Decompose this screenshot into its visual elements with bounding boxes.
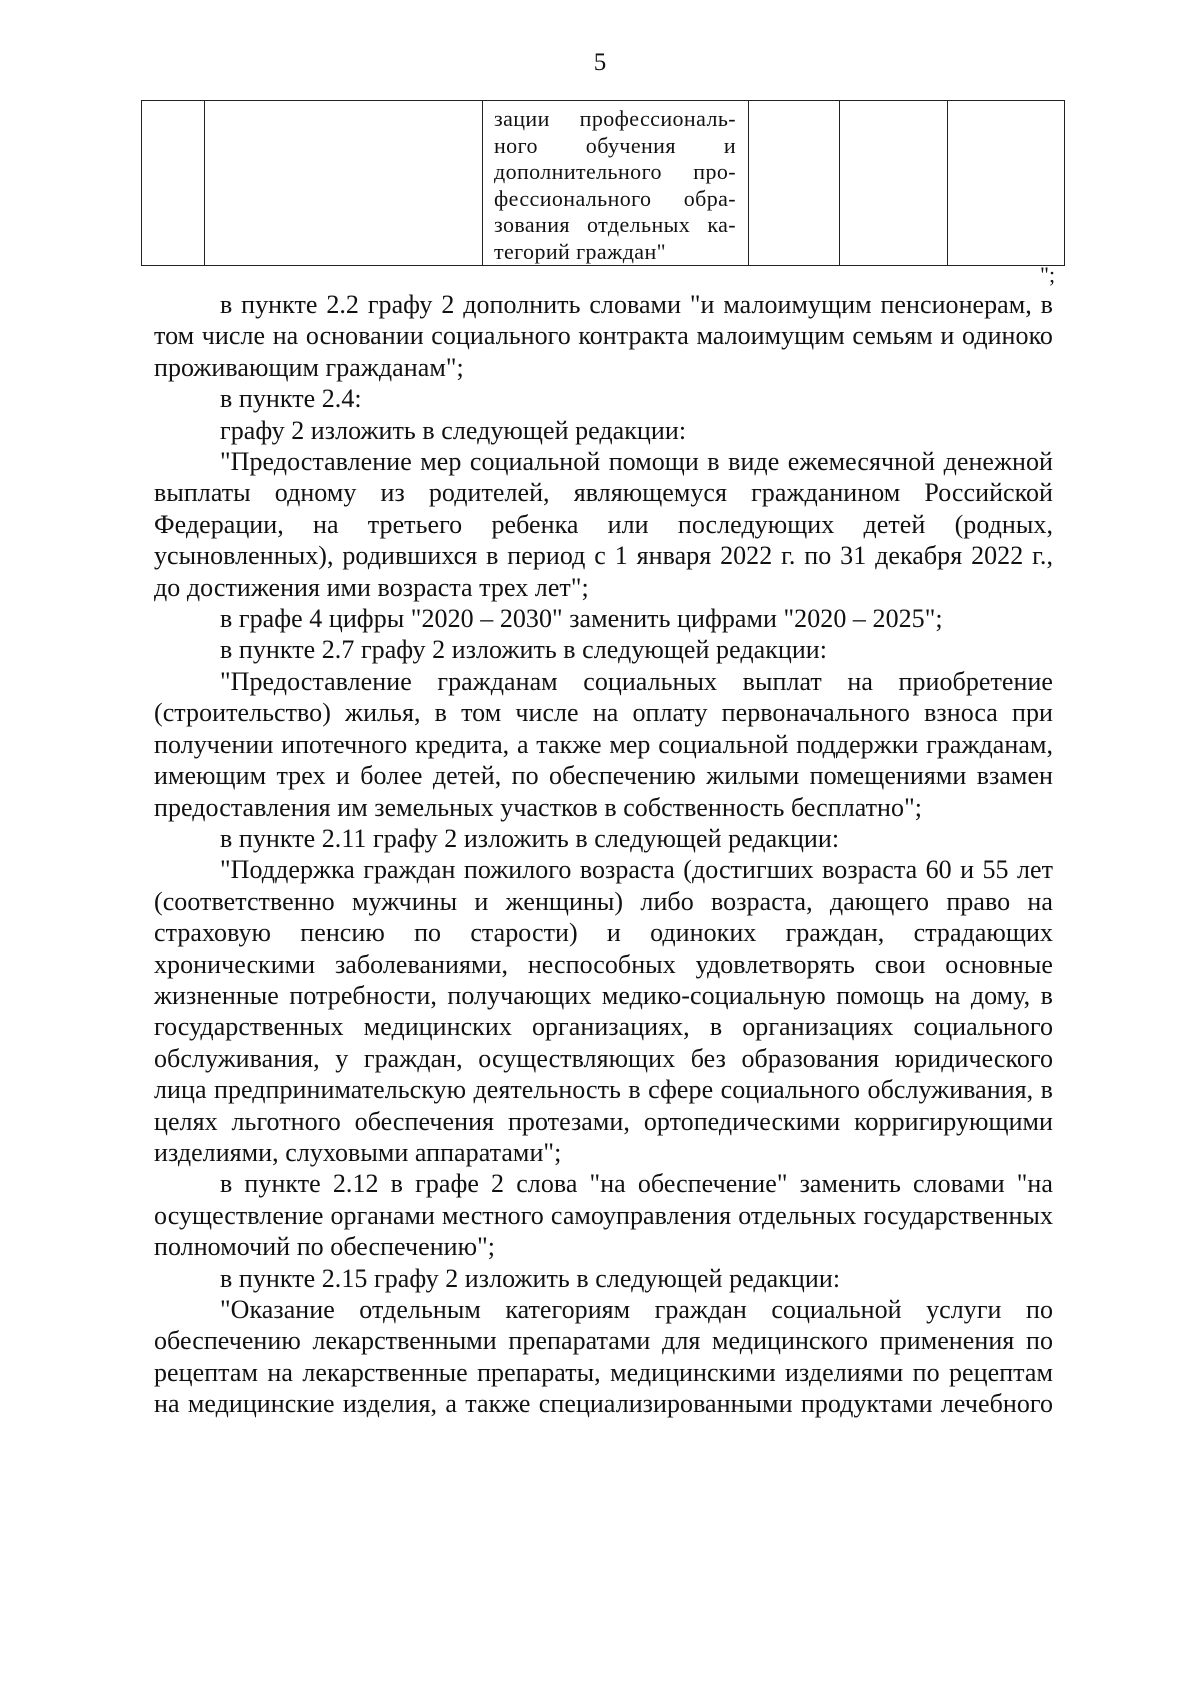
continuation-table bbox=[141, 100, 1065, 266]
page-number: 5 bbox=[593, 49, 607, 76]
table-cell-empty-4 bbox=[749, 101, 840, 266]
text-line: "Оказание отдельным категориям граждан социальной услуги по bbox=[220, 1295, 1053, 1324]
text-line: изделиями, слуховыми аппаратами"; bbox=[154, 1137, 562, 1167]
text-line: Федерации, на третьего ребенка или последующих детей (родных, bbox=[154, 509, 1053, 539]
text-line: до достижения ими возраста трех лет"; bbox=[154, 572, 589, 602]
text-line: в пункте 2.4: bbox=[220, 384, 362, 414]
table-cell-line: тегорий граждан" bbox=[494, 238, 667, 264]
text-line: "Поддержка граждан пожилого возраста (достигших возраста 60 и 55 лет bbox=[220, 855, 1053, 885]
text-line: в пункте 2.7 графу 2 изложить в следующей редакции: bbox=[220, 635, 828, 665]
text-line: государственных медицинских организациях, в организациях социального bbox=[154, 1012, 1053, 1042]
table-row bbox=[142, 101, 1065, 266]
text-line: страховую пенсию по старости) и одиноких граждан, страдающих bbox=[154, 918, 1053, 948]
table-cell-empty-2 bbox=[205, 101, 483, 266]
text-line: обеспечению лекарственными препаратами для медицинского применения по bbox=[154, 1326, 1053, 1356]
text-line: целях льготного обеспечения протезами, ортопедическими корригирующими bbox=[154, 1106, 1053, 1136]
table-cell-line: фессионального обра- bbox=[494, 185, 736, 211]
text-line: выплаты одному из родителей, являющемуся гражданином Российской bbox=[154, 478, 1053, 508]
text-line: "Предоставление мер социальной помощи в виде ежемесячной денежной bbox=[220, 447, 1053, 477]
text-line: (соответственно мужчины и женщины) либо возраста, дающего право на bbox=[154, 886, 1053, 916]
table-cell-line: дополнительного про- bbox=[494, 159, 736, 184]
text-line: рецептам на лекарственные препараты, медицинскими изделиями по рецептам bbox=[154, 1357, 1053, 1387]
table-cell-empty-1 bbox=[142, 101, 205, 266]
document-body bbox=[154, 289, 1053, 1420]
text-line: том числе на основании социального контракта малоимущим семьям и одиноко bbox=[154, 321, 1053, 351]
table-cell-line: зации профессиональ- bbox=[494, 106, 736, 131]
text-line: хроническими заболеваниями, неспособных удовлетворять свои основные bbox=[154, 949, 1053, 979]
text-line: в графе 4 цифры "2020 – 2030" заменить цифрами "2020 – 2025"; bbox=[220, 604, 943, 634]
text-line: (строительство) жилья, в том числе на оплату первоначального взноса при bbox=[154, 698, 1053, 728]
table-cell-empty-5 bbox=[840, 101, 948, 266]
text-line: предоставления им земельных участков в собственность бесплатно"; bbox=[154, 792, 923, 822]
text-line: лица предпринимательскую деятельность в сфере социального обслуживания, в bbox=[154, 1075, 1053, 1105]
text-line: полномочий по обеспечению"; bbox=[154, 1232, 496, 1262]
text-line: получении ипотечного кредита, а также мер социальной поддержки гражданам, bbox=[154, 729, 1053, 759]
text-line: в пункте 2.2 графу 2 дополнить словами "и малоимущим пенсионерам, в bbox=[220, 290, 1053, 319]
text-line: "Предоставление гражданам социальных выплат на приобретение bbox=[220, 666, 1053, 696]
text-line: жизненные потребности, получающих медико-социальную помощь на дому, в bbox=[154, 980, 1053, 1010]
text-line: на медицинские изделия, а также специализированными продуктами лечебного bbox=[154, 1389, 1053, 1419]
table-cell-line: зования отдельных ка- bbox=[494, 212, 736, 237]
text-line: в пункте 2.15 графу 2 изложить в следующей редакции: bbox=[220, 1263, 841, 1293]
table-cell-line: ного обучения и bbox=[494, 132, 736, 158]
table-cell-content bbox=[483, 101, 749, 266]
text-line: графу 2 изложить в следующей редакции: bbox=[220, 415, 687, 445]
text-line: в пункте 2.11 графу 2 изложить в следующей редакции: bbox=[220, 823, 840, 853]
text-line: в пункте 2.12 в графе 2 слова "на обеспечение" заменить словами "на bbox=[220, 1169, 1053, 1199]
table-cell-empty-6 bbox=[948, 101, 1065, 266]
text-line: имеющим трех и более детей, по обеспечению жилыми помещениями взамен bbox=[154, 761, 1053, 791]
text-line: проживающим гражданам"; bbox=[154, 352, 464, 382]
text-line: обслуживания, у граждан, осуществляющих без образования юридического bbox=[154, 1043, 1053, 1073]
text-line: осуществление органами местного самоуправления отдельных государственных bbox=[154, 1200, 1053, 1230]
table-closing-quote: "; bbox=[1040, 262, 1056, 287]
text-line: усыновленных), родившихся в период с 1 января 2022 г. по 31 декабря 2022 г., bbox=[154, 541, 1053, 571]
